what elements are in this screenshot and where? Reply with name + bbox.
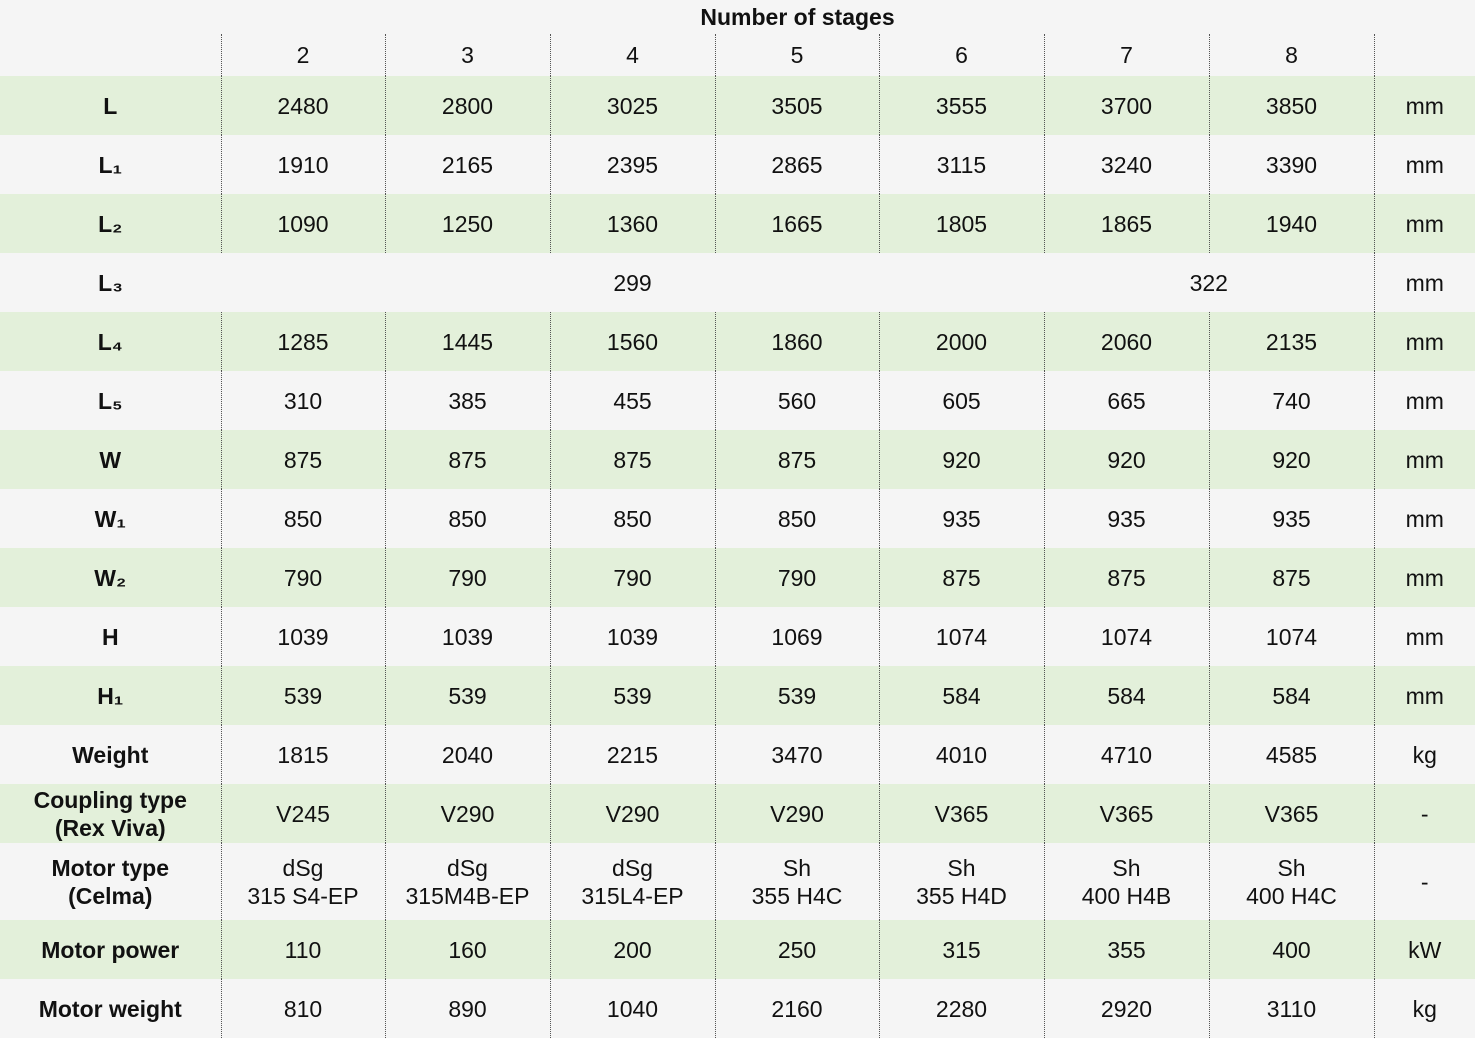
stage-header: 6	[879, 34, 1044, 76]
cell-line: Sh	[1112, 854, 1141, 881]
table-cell: 110	[221, 920, 385, 979]
table-row	[0, 784, 1475, 843]
table-cell: 539	[715, 666, 879, 725]
table-row	[0, 979, 1475, 1038]
table-cell: V365	[1209, 784, 1374, 843]
table-cell: 3700	[1044, 76, 1209, 135]
table-row	[0, 253, 1475, 312]
row-label: H	[0, 607, 221, 666]
table-cell: 1285	[221, 312, 385, 371]
table-cell: 4710	[1044, 725, 1209, 784]
table-cell: 400	[1209, 920, 1374, 979]
table-cell	[550, 843, 715, 920]
row-label: Motor power	[0, 920, 221, 979]
row-label-line: (Celma)	[68, 882, 153, 909]
table-cell: V290	[550, 784, 715, 843]
table-cell: 2215	[550, 725, 715, 784]
row-label: Weight	[0, 725, 221, 784]
table-cell: 355	[1044, 920, 1209, 979]
table-cell: 2395	[550, 135, 715, 194]
table-cell: 584	[1044, 666, 1209, 725]
table-cell: 539	[385, 666, 550, 725]
table-row	[0, 843, 1475, 920]
table-cell	[715, 843, 879, 920]
unit-cell: mm	[1374, 489, 1475, 548]
table-cell: 3025	[550, 76, 715, 135]
table-cell: 1250	[385, 194, 550, 253]
table-cell: 890	[385, 979, 550, 1038]
cell-line: 315M4B-EP	[405, 882, 530, 909]
table-cell: 1074	[1044, 607, 1209, 666]
table-cell: 2480	[221, 76, 385, 135]
table-cell: 875	[221, 430, 385, 489]
table-cell: 1360	[550, 194, 715, 253]
table-cell: 920	[879, 430, 1044, 489]
table-cell: 790	[385, 548, 550, 607]
table-cell: 1090	[221, 194, 385, 253]
row-label	[0, 843, 221, 920]
cell-line: 355 H4C	[751, 882, 843, 909]
table-cell: 2000	[879, 312, 1044, 371]
table-cell: 3555	[879, 76, 1044, 135]
table-body	[0, 76, 1475, 1038]
cell-line: 400 H4B	[1081, 882, 1172, 909]
stage-header: 4	[550, 34, 715, 76]
cell-line: dSg	[612, 854, 653, 881]
table-cell: 3390	[1209, 135, 1374, 194]
cell-line: 355 H4D	[916, 882, 1007, 909]
table-cell: 1940	[1209, 194, 1374, 253]
row-label: L₅	[0, 371, 221, 430]
table-row	[0, 430, 1475, 489]
table-cell	[879, 843, 1044, 920]
table-cell: 875	[879, 548, 1044, 607]
table-cell: 3470	[715, 725, 879, 784]
number-of-stages-title: Number of stages	[700, 4, 895, 30]
unit-cell: kg	[1374, 725, 1475, 784]
table-cell: 3110	[1209, 979, 1374, 1038]
table-cell: 935	[1209, 489, 1374, 548]
table-row	[0, 489, 1475, 548]
table-cell: 2920	[1044, 979, 1209, 1038]
table-cell: 790	[221, 548, 385, 607]
table-cell: 4010	[879, 725, 1044, 784]
row-label: W	[0, 430, 221, 489]
table-cell: 3240	[1044, 135, 1209, 194]
table-cell: 1039	[385, 607, 550, 666]
title-row	[0, 0, 1475, 34]
stages-header-row	[0, 34, 1475, 76]
row-label: L₄	[0, 312, 221, 371]
unit-cell: mm	[1374, 135, 1475, 194]
table-cell: 4585	[1209, 725, 1374, 784]
table-cell: 1865	[1044, 194, 1209, 253]
row-label: L	[0, 76, 221, 135]
unit-cell: mm	[1374, 430, 1475, 489]
unit-cell: kW	[1374, 920, 1475, 979]
unit-cell: mm	[1374, 371, 1475, 430]
table-cell: V245	[221, 784, 385, 843]
stage-header: 5	[715, 34, 879, 76]
table-cell: 1815	[221, 725, 385, 784]
table-cell: 1560	[550, 312, 715, 371]
table-cell: 1040	[550, 979, 715, 1038]
table-cell	[221, 843, 385, 920]
table-cell: 1445	[385, 312, 550, 371]
table-cell: 790	[715, 548, 879, 607]
table-cell: 875	[1044, 548, 1209, 607]
stage-header: 2	[221, 34, 385, 76]
table-cell: 1039	[221, 607, 385, 666]
table-cell: 250	[715, 920, 879, 979]
table-cell: 1074	[1209, 607, 1374, 666]
unit-cell: -	[1374, 843, 1475, 920]
table-row	[0, 371, 1475, 430]
table-cell: 1860	[715, 312, 879, 371]
table-cell: 310	[221, 371, 385, 430]
table-row	[0, 666, 1475, 725]
table-cell: 539	[221, 666, 385, 725]
table-cell: 2060	[1044, 312, 1209, 371]
table-cell: V290	[715, 784, 879, 843]
table-cell: 875	[385, 430, 550, 489]
merged-cell: 299	[221, 253, 1044, 312]
table-row	[0, 194, 1475, 253]
cell-line: 315 S4-EP	[247, 882, 359, 909]
table-cell	[1209, 843, 1374, 920]
table-row	[0, 548, 1475, 607]
stage-header: 8	[1209, 34, 1374, 76]
table-cell: 2280	[879, 979, 1044, 1038]
table-row	[0, 920, 1475, 979]
table-cell: 935	[1044, 489, 1209, 548]
table-cell: 3505	[715, 76, 879, 135]
row-label: L₂	[0, 194, 221, 253]
table-cell: 605	[879, 371, 1044, 430]
table-cell: 790	[550, 548, 715, 607]
table-row	[0, 312, 1475, 371]
table-cell: 920	[1209, 430, 1374, 489]
cell-line: dSg	[282, 854, 324, 881]
table-cell	[385, 843, 550, 920]
unit-cell: mm	[1374, 666, 1475, 725]
unit-cell: mm	[1374, 312, 1475, 371]
table-cell: 850	[385, 489, 550, 548]
cell-line: dSg	[447, 854, 488, 881]
table-row	[0, 607, 1475, 666]
table-cell: V290	[385, 784, 550, 843]
table-row	[0, 135, 1475, 194]
unit-cell: mm	[1374, 548, 1475, 607]
table-cell: 1039	[550, 607, 715, 666]
table-cell: 315	[879, 920, 1044, 979]
merged-cell: 322	[1044, 253, 1374, 312]
table-cell: 1074	[879, 607, 1044, 666]
table-cell	[1044, 843, 1209, 920]
row-label: W₂	[0, 548, 221, 607]
stage-header: 3	[385, 34, 550, 76]
unit-cell: mm	[1374, 253, 1475, 312]
table-cell: 539	[550, 666, 715, 725]
row-label: L₃	[0, 253, 221, 312]
table-cell: 740	[1209, 371, 1374, 430]
table-cell: 2800	[385, 76, 550, 135]
cell-line: Sh	[782, 854, 812, 881]
table-row	[0, 725, 1475, 784]
table-cell: 665	[1044, 371, 1209, 430]
table-cell: V365	[879, 784, 1044, 843]
row-label	[0, 784, 221, 843]
table-cell: 2135	[1209, 312, 1374, 371]
cell-line: 315L4-EP	[581, 882, 684, 909]
table-cell: 875	[550, 430, 715, 489]
cell-line: Sh	[1277, 854, 1306, 881]
table-cell: 2160	[715, 979, 879, 1038]
stage-header: 7	[1044, 34, 1209, 76]
table-cell: 875	[1209, 548, 1374, 607]
unit-cell: kg	[1374, 979, 1475, 1038]
table-cell: 2040	[385, 725, 550, 784]
row-label-line: Coupling type	[33, 786, 187, 813]
table-cell: 3850	[1209, 76, 1374, 135]
table-cell: 584	[879, 666, 1044, 725]
table-cell: 1910	[221, 135, 385, 194]
table-cell: 850	[550, 489, 715, 548]
row-label: L₁	[0, 135, 221, 194]
row-label-line: (Rex Viva)	[54, 814, 166, 841]
table-cell: 160	[385, 920, 550, 979]
table-cell: 875	[715, 430, 879, 489]
row-label: H₁	[0, 666, 221, 725]
unit-cell: mm	[1374, 194, 1475, 253]
unit-cell: mm	[1374, 76, 1475, 135]
table-cell: 3115	[879, 135, 1044, 194]
table-cell: 2165	[385, 135, 550, 194]
table-row	[0, 76, 1475, 135]
table-cell: 455	[550, 371, 715, 430]
row-label: Motor weight	[0, 979, 221, 1038]
table-cell: 560	[715, 371, 879, 430]
table-cell: 2865	[715, 135, 879, 194]
table-cell: 850	[715, 489, 879, 548]
row-label: W₁	[0, 489, 221, 548]
unit-cell: -	[1374, 784, 1475, 843]
cell-line: 400 H4C	[1246, 882, 1337, 909]
table-cell: 810	[221, 979, 385, 1038]
table-cell: 584	[1209, 666, 1374, 725]
table-cell: V365	[1044, 784, 1209, 843]
table-cell: 200	[550, 920, 715, 979]
table-cell: 1805	[879, 194, 1044, 253]
cell-line: Sh	[947, 854, 976, 881]
table-cell: 1665	[715, 194, 879, 253]
table-cell: 935	[879, 489, 1044, 548]
table-cell: 385	[385, 371, 550, 430]
unit-cell: mm	[1374, 607, 1475, 666]
table-cell: 1069	[715, 607, 879, 666]
table-cell: 920	[1044, 430, 1209, 489]
table-cell: 850	[221, 489, 385, 548]
row-label-line: Motor type	[51, 854, 170, 881]
